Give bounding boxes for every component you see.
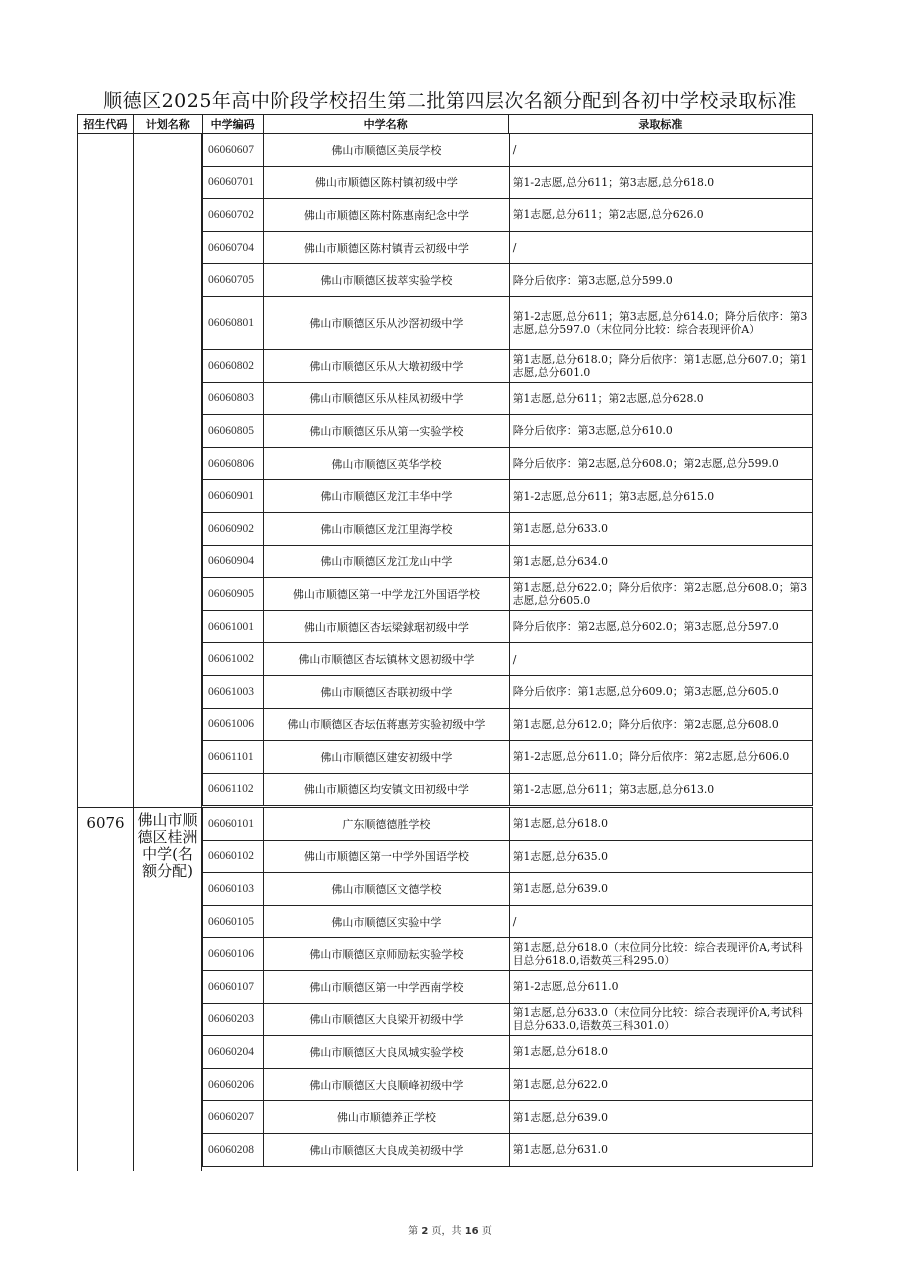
school-name-cell: 佛山市顺德区杏联初级中学 bbox=[264, 676, 510, 708]
criteria-cell: 降分后依序：第2志愿,总分602.0；第3志愿,总分597.0 bbox=[512, 620, 779, 634]
table-row bbox=[202, 1004, 813, 1037]
table-group bbox=[77, 807, 813, 1171]
school-name-cell: 佛山市顺德区第一中学龙江外国语学校 bbox=[264, 578, 510, 610]
table-row bbox=[202, 611, 813, 644]
criteria-cell: / bbox=[512, 915, 517, 929]
group-rows bbox=[202, 134, 813, 806]
school-name-cell: 佛山市顺德区杏坛镇林文恩初级中学 bbox=[264, 643, 510, 675]
table-row bbox=[202, 938, 813, 971]
table-row bbox=[202, 643, 813, 676]
criteria-cell: 第1志愿,总分631.0 bbox=[512, 1143, 608, 1157]
school-name-cell: 佛山市顺德养正学校 bbox=[264, 1101, 510, 1133]
school-name-cell: 佛山市顺德区龙江里海学校 bbox=[264, 513, 510, 545]
school-code-cell: 06060806 bbox=[203, 448, 264, 480]
header-school-name: 中学名称 bbox=[264, 115, 509, 133]
footer-prefix: 第 bbox=[408, 1226, 419, 1237]
header-criteria: 录取标准 bbox=[638, 118, 683, 131]
school-name-cell: 佛山市顺德区第一中学西南学校 bbox=[264, 971, 510, 1003]
table-row bbox=[202, 709, 813, 742]
school-code-cell: 06061006 bbox=[203, 709, 264, 741]
header-plan-name: 计划名称 bbox=[134, 115, 203, 133]
table-row bbox=[202, 232, 813, 265]
page-footer bbox=[0, 1222, 900, 1237]
school-code-cell: 06061102 bbox=[203, 774, 264, 806]
school-code-cell: 06060902 bbox=[203, 513, 264, 545]
school-code-cell: 06060103 bbox=[203, 873, 264, 905]
table-group bbox=[77, 134, 813, 807]
criteria-cell: 第1志愿,总分611；第2志愿,总分626.0 bbox=[512, 208, 704, 222]
school-name-cell: 佛山市顺德区建安初级中学 bbox=[264, 741, 510, 773]
table-row bbox=[202, 1036, 813, 1069]
school-name-cell: 佛山市顺德区乐从大墩初级中学 bbox=[264, 350, 510, 382]
criteria-cell: 第1志愿,总分622.0；降分后依序：第2志愿,总分608.0；第3志愿,总分605.0 bbox=[512, 580, 808, 607]
school-code-cell: 06060101 bbox=[203, 808, 264, 840]
page-total: 16 bbox=[464, 1226, 479, 1237]
table-row bbox=[202, 199, 813, 232]
table-row bbox=[202, 448, 813, 481]
school-name-cell: 佛山市顺德区大良梁开初级中学 bbox=[264, 1004, 510, 1036]
school-code-cell: 06061003 bbox=[203, 676, 264, 708]
school-code-cell: 06060905 bbox=[203, 578, 264, 610]
criteria-cell: 第1-2志愿,总分611.0；降分后依序：第2志愿,总分606.0 bbox=[512, 750, 790, 764]
table-row bbox=[202, 676, 813, 709]
header-enroll-code: 招生代码 bbox=[78, 115, 134, 133]
criteria-cell: 第1志愿,总分612.0；降分后依序：第2志愿,总分608.0 bbox=[512, 717, 779, 731]
school-code-cell: 06060106 bbox=[203, 938, 264, 970]
table-row bbox=[202, 873, 813, 906]
table-row bbox=[202, 383, 813, 416]
table-row bbox=[202, 264, 813, 297]
school-code-cell: 06060704 bbox=[203, 232, 264, 264]
table-row bbox=[202, 350, 813, 383]
school-name-cell: 佛山市顺德区乐从第一实验学校 bbox=[264, 415, 510, 447]
table-row bbox=[202, 774, 813, 807]
criteria-cell: 第1-2志愿,总分611；第3志愿,总分615.0 bbox=[512, 489, 715, 503]
table-row bbox=[202, 415, 813, 448]
criteria-cell: 降分后依序：第3志愿,总分610.0 bbox=[512, 424, 673, 438]
page-number: 2 bbox=[421, 1226, 429, 1237]
school-code-cell: 06060904 bbox=[203, 546, 264, 578]
group-plan-name: 佛山市顺德区桂洲中学(名额分配) bbox=[133, 808, 202, 1171]
criteria-cell: 降分后依序：第3志愿,总分599.0 bbox=[512, 273, 673, 287]
school-name-cell: 佛山市顺德区大良顺峰初级中学 bbox=[264, 1069, 510, 1101]
criteria-cell: 第1志愿,总分634.0 bbox=[512, 554, 608, 568]
criteria-cell: 第1-2志愿,总分611；第3志愿,总分614.0；降分后依序：第3志愿,总分597.0（末位同分比较：综合表现评价A） bbox=[512, 309, 808, 336]
school-name-cell: 佛山市顺德区美辰学校 bbox=[264, 134, 510, 166]
criteria-cell: 第1志愿,总分633.0（末位同分比较：综合表现评价A,考试科目总分633.0,语数英三科301.0） bbox=[512, 1006, 803, 1033]
table-row bbox=[202, 741, 813, 774]
criteria-cell: 降分后依序：第1志愿,总分609.0；第3志愿,总分605.0 bbox=[512, 685, 779, 699]
school-code-cell: 06060801 bbox=[203, 297, 264, 349]
school-code-cell: 06060805 bbox=[203, 415, 264, 447]
table-header bbox=[77, 114, 813, 134]
school-name-cell: 佛山市顺德区大良凤城实验学校 bbox=[264, 1036, 510, 1068]
table-row bbox=[202, 1069, 813, 1102]
school-name-cell: 佛山市顺德区文德学校 bbox=[264, 873, 510, 905]
criteria-cell: 第1-2志愿,总分611；第3志愿,总分618.0 bbox=[512, 175, 715, 189]
school-name-cell: 佛山市顺德区陈村陈惠南纪念中学 bbox=[264, 199, 510, 231]
school-code-cell: 06061101 bbox=[203, 741, 264, 773]
school-code-cell: 06060901 bbox=[203, 480, 264, 512]
group-rows bbox=[202, 808, 813, 1167]
school-name-cell: 佛山市顺德区乐从沙滘初级中学 bbox=[264, 297, 510, 349]
school-code-cell: 06060105 bbox=[203, 906, 264, 938]
criteria-cell: / bbox=[512, 241, 517, 255]
school-code-cell: 06060107 bbox=[203, 971, 264, 1003]
document-title: 顺德区2025年高中阶段学校招生第二批第四层次名额分配到各初中学校录取标准 bbox=[103, 90, 797, 112]
criteria-cell: 第1志愿,总分618.0（末位同分比较：综合表现评价A,考试科目总分618.0,语数英三科295.0） bbox=[512, 941, 803, 968]
footer-middle: 页，共 bbox=[431, 1226, 462, 1237]
school-name-cell: 佛山市顺德区京师励耘实验学校 bbox=[264, 938, 510, 970]
school-name-cell: 佛山市顺德区陈村镇初级中学 bbox=[264, 167, 510, 199]
school-name-cell: 佛山市顺德区龙江龙山中学 bbox=[264, 546, 510, 578]
school-name-cell: 佛山市顺德区均安镇文田初级中学 bbox=[264, 774, 510, 806]
criteria-cell: 降分后依序：第2志愿,总分608.0；第2志愿,总分599.0 bbox=[512, 457, 779, 471]
table-row bbox=[202, 480, 813, 513]
school-name-cell: 佛山市顺德区大良成美初级中学 bbox=[264, 1134, 510, 1166]
table-row bbox=[202, 167, 813, 200]
school-code-cell: 06060701 bbox=[203, 167, 264, 199]
school-name-cell: 佛山市顺德区拔萃实验学校 bbox=[264, 264, 510, 296]
table-row bbox=[202, 841, 813, 874]
group-enroll-code: 6076 bbox=[77, 808, 133, 1171]
school-code-cell: 06061001 bbox=[203, 611, 264, 643]
table-row bbox=[202, 134, 813, 167]
school-code-cell: 06060705 bbox=[203, 264, 264, 296]
school-code-cell: 06061002 bbox=[203, 643, 264, 675]
group-enroll-code bbox=[77, 134, 133, 807]
school-name-cell: 广东顺德德胜学校 bbox=[264, 808, 510, 840]
table-row bbox=[202, 1134, 813, 1167]
table-row bbox=[202, 1101, 813, 1134]
school-code-cell: 06060203 bbox=[203, 1004, 264, 1036]
school-code-cell: 06060102 bbox=[203, 841, 264, 873]
table-row bbox=[202, 578, 813, 611]
table-row bbox=[202, 906, 813, 939]
table-row bbox=[202, 513, 813, 546]
school-name-cell: 佛山市顺德区杏坛梁銶琚初级中学 bbox=[264, 611, 510, 643]
school-code-cell: 06060206 bbox=[203, 1069, 264, 1101]
school-name-cell: 佛山市顺德区英华学校 bbox=[264, 448, 510, 480]
criteria-cell: / bbox=[512, 143, 517, 157]
school-code-cell: 06060607 bbox=[203, 134, 264, 166]
school-name-cell: 佛山市顺德区杏坛伍蒋惠芳实验初级中学 bbox=[264, 709, 510, 741]
criteria-cell: 第1志愿,总分618.0 bbox=[512, 817, 608, 831]
school-name-cell: 佛山市顺德区乐从桂凤初级中学 bbox=[264, 383, 510, 415]
criteria-cell: 第1志愿,总分622.0 bbox=[512, 1078, 608, 1092]
school-code-cell: 06060803 bbox=[203, 383, 264, 415]
criteria-cell: 第1志愿,总分618.0；降分后依序：第1志愿,总分607.0；第1志愿,总分601.0 bbox=[512, 352, 808, 379]
criteria-cell: 第1志愿,总分633.0 bbox=[512, 522, 608, 536]
school-code-cell: 06060802 bbox=[203, 350, 264, 382]
group-plan-name bbox=[133, 134, 202, 807]
criteria-cell: 第1-2志愿,总分611.0 bbox=[512, 980, 619, 994]
table-row bbox=[202, 297, 813, 350]
criteria-cell: 第1-2志愿,总分611；第3志愿,总分613.0 bbox=[512, 782, 715, 796]
school-name-cell: 佛山市顺德区龙江丰华中学 bbox=[264, 480, 510, 512]
school-code-cell: 06060207 bbox=[203, 1101, 264, 1133]
school-code-cell: 06060208 bbox=[203, 1134, 264, 1166]
criteria-cell: 第1志愿,总分639.0 bbox=[512, 882, 608, 896]
table-row bbox=[202, 808, 813, 841]
school-code-cell: 06060702 bbox=[203, 199, 264, 231]
criteria-cell: / bbox=[512, 652, 517, 666]
criteria-cell: 第1志愿,总分618.0 bbox=[512, 1045, 608, 1059]
school-name-cell: 佛山市顺德区第一中学外国语学校 bbox=[264, 841, 510, 873]
school-name-cell: 佛山市顺德区实验中学 bbox=[264, 906, 510, 938]
criteria-cell: 第1志愿,总分635.0 bbox=[512, 849, 608, 863]
table-row bbox=[202, 971, 813, 1004]
criteria-cell: 第1志愿,总分611；第2志愿,总分628.0 bbox=[512, 391, 704, 405]
header-school-code: 中学编码 bbox=[203, 115, 264, 133]
school-code-cell: 06060204 bbox=[203, 1036, 264, 1068]
table-row bbox=[202, 546, 813, 579]
criteria-cell: 第1志愿,总分639.0 bbox=[512, 1110, 608, 1124]
footer-suffix: 页 bbox=[481, 1226, 492, 1237]
school-name-cell: 佛山市顺德区陈村镇青云初级中学 bbox=[264, 232, 510, 264]
